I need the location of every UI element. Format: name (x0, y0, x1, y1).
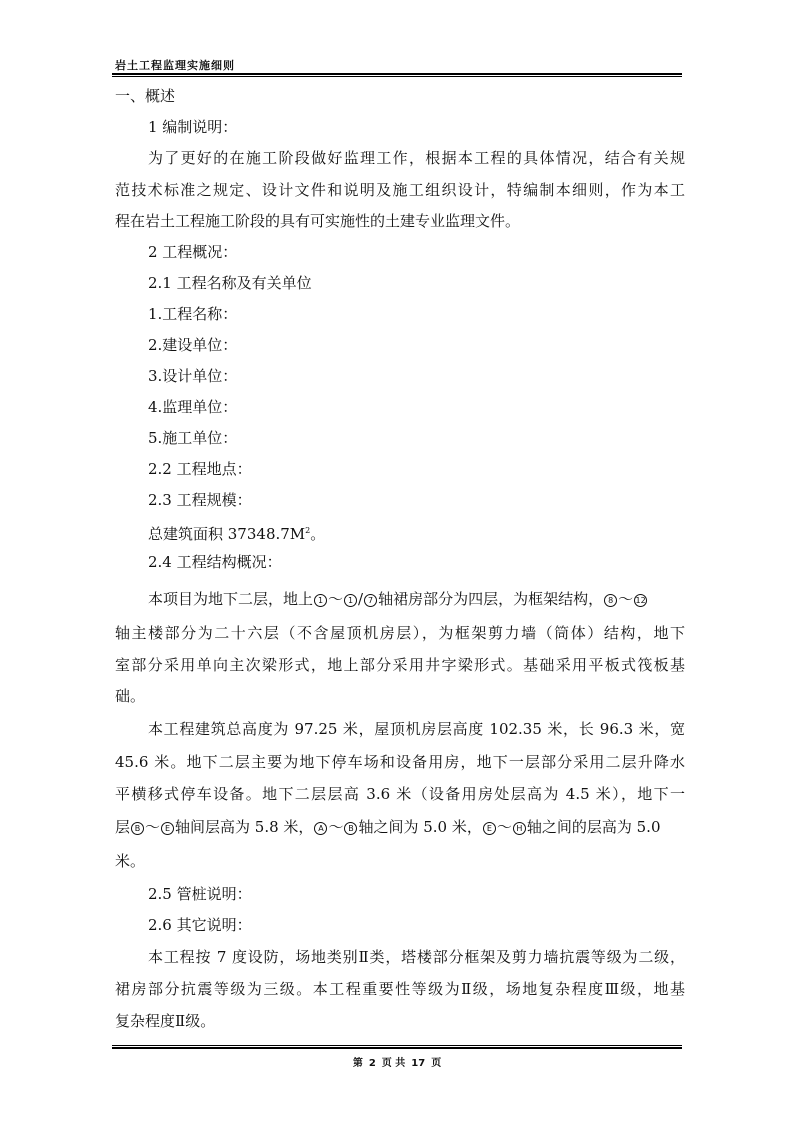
paragraph-line: 平横移式停车设备。地下二层层高 3.6 米（设备用房处层高为 4.5 米），地下一 (115, 785, 685, 803)
paragraph-line: 础。 (115, 687, 146, 705)
paragraph-line: 范技术标准之规定、设计文件和说明及施工组织设计，特编制本细则，作为本工 (115, 181, 685, 199)
paragraph-line: 层 B ～ E 轴间层高为 5.8 米， A ～ B 轴之间为 5.0 米， E ～ H 轴之间的层高为 5.0 (115, 818, 661, 836)
paragraph-line: 裙房部分抗震等级为三级。本工程重要性等级为Ⅱ级，场地复杂程度Ⅲ级，地基 (115, 980, 685, 998)
paragraph-line: 本项目为地下二层，地上 1 ～ 1 / 7 轴裙房部分为四层，为框架结构， 8 ～ 12 (148, 590, 646, 608)
footer-rule-thin (112, 1045, 682, 1046)
subheading-other: 2.6 其它说明： (148, 916, 252, 934)
axis-marker-icon: 1 (344, 594, 357, 607)
list-item: 4.监理单位： (148, 398, 238, 416)
paragraph-line: 程在岩土工程施工阶段的具有可实施性的土建专业监理文件。 (115, 212, 521, 230)
subheading-structure: 2.4 工程结构概况： (148, 553, 282, 571)
paragraph-line: 45.6 米。地下二层主要为地下停车场和设备用房，地下一层部分采用二层升降水 (115, 753, 685, 771)
paragraph-line: 本工程按 7 度设防，场地类别Ⅱ类，塔楼部分框架及剪力墙抗震等级为二级， (148, 948, 685, 966)
paragraph-line: 室部分采用单向主次梁形式，地上部分采用井字梁形式。基础采用平板式筏板基 (115, 656, 685, 674)
axis-marker-icon: B (344, 822, 357, 835)
list-item: 5.施工单位： (148, 429, 238, 447)
axis-marker-icon: B (131, 822, 144, 835)
list-item: 2.建设单位： (148, 336, 238, 354)
subheading-project-name: 2.1 工程名称及有关单位 (148, 274, 312, 292)
subheading-overview: 2 工程概况： (148, 243, 238, 261)
axis-marker-icon: E (483, 822, 496, 835)
axis-marker-icon: 12 (635, 596, 646, 605)
paragraph-line: 为了更好的在施工阶段做好监理工作，根据本工程的具体情况，结合有关规 (148, 149, 685, 167)
header-title: 岩土工程监理实施细则 (115, 59, 235, 72)
subheading-scale: 2.3 工程规模： (148, 491, 252, 509)
axis-marker-icon: A (314, 822, 327, 835)
paragraph-line: 轴主楼部分为二十六层（不含屋顶机房层），为框架剪力墙（筒体）结构，地下 (115, 624, 685, 642)
paragraph-line: 米。 (115, 852, 146, 870)
subheading-piles: 2.5 管桩说明： (148, 885, 252, 903)
page-number: 第 2 页 共 17 页 (352, 1058, 442, 1069)
header-rule-thick (112, 73, 682, 75)
axis-marker-icon: 8 (604, 594, 617, 607)
axis-marker-icon: H (513, 822, 526, 835)
subheading-location: 2.2 工程地点： (148, 460, 252, 478)
paragraph-line: 复杂程度Ⅱ级。 (115, 1012, 216, 1030)
axis-marker-icon: E (161, 822, 174, 835)
list-item: 1.工程名称： (148, 305, 238, 323)
paragraph-line: 本工程建筑总高度为 97.25 米，屋顶机房层高度 102.35 米，长 96.3 米，宽 (148, 720, 685, 738)
header-rule-thin (112, 76, 682, 77)
axis-marker-icon: 1 (314, 594, 327, 607)
total-area-line: 总建筑面积 $37348.7M^2$。 (148, 525, 326, 543)
axis-marker-icon: 7 (364, 594, 377, 607)
subheading-compilation: 1 编制说明： (148, 118, 238, 136)
footer-rule-thick (112, 1047, 682, 1049)
list-item: 3.设计单位： (148, 367, 238, 385)
section-heading: 一、概述 (115, 87, 176, 105)
